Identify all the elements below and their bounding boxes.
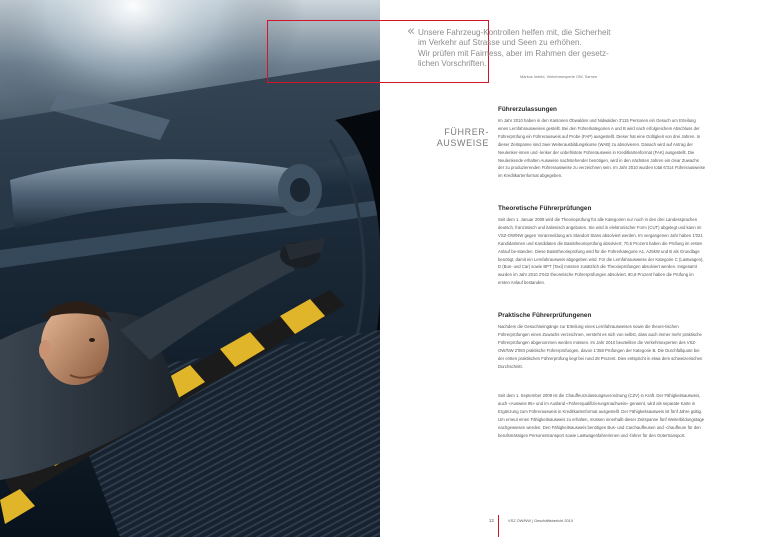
chapter-title-line: AUSWEISE (436, 138, 489, 148)
chapter-title-line: FÜHRER- (444, 127, 489, 137)
section-paragraph: Seit dem 1. Januar 2008 wird die Theorieprüfung für alle Kategorien nur noch in den drei Landessprachen deutsch, französisch und italienisch angeboten. Sie wird in elektronischer Form (CUT) abgelegt und kann im VSZ-OW/NW gegen Voranmeldung am Standort Stans absolviert werden. Im vergangenen Jahr haben 1'021 Kandidatinnen und Kandidaten die Basistheorieprüfung absolviert; 70,5 Prozent haben die Prüfung im ersten Anlauf be-standen. Diese Basistheorieprüfung wird für die Führerkategorie A1, A25kW und B als Grundlage benötigt, damit ein Lernfahrausweis abgegeben wird. Für die Lernfahrausweise der Kategorie C (Lastwagen), D (Bus- und Car) sowie BPT (Taxi) müssen zusätzlich die Theorieprüfungen absolviert werden. Insgesamt wurden im Jahr 2010 2'042 theoretische Führerprüfungen absolviert, 80,8 Prozent haben die Prüfung im ersten Anlauf bestanden. (498, 217, 704, 286)
pull-quote-line: Wir prüfen mit Fairness, aber im Rahmen der gesetz- (418, 48, 609, 58)
section-paragraph: Im Jahr 2010 haben in den Kantonen Obwalden und Nidwalden 3'115 Personen ein Gesuch um Erteilung eines Lernfahrausweises gestellt. Bei den Führerkategorien A und B wird nach erfolgreichem Abschluss der Führerprüfung ein Führerausweis auf Probe (FAP) ausgestellt. Dieser hat eine Gültigkeit von drei Jahren. In dieser Zeitspanne sind zwei Weiterausbildungskurse (WAB) zu absolvieren. Danach wird auf Antrag der Neulenker-innen und -lenker der unbefristete Führerausweis in Kreditkartenformat (FAK) ausgestellt. Die Neulenkende erhalten Ausweise nachstehender benötigen, wird in den nächsten Jahren ein clear Zuwachs der zu produzierenden Führerausweise zu verzeichnen sein. Im Jahr 2010 wurden total 6'314 Führerausweise im Kreditkartenformat abgegeben. (498, 118, 706, 179)
footer-publication: VSZ OW/NW | Geschäftsbericht 2010 (508, 518, 574, 523)
pull-quote (418, 28, 638, 69)
pull-quote-line: Unsere Fahrzeug-Kontrollen helfen mit, die Sicherheit (418, 28, 611, 37)
page-number: 13 (489, 518, 494, 523)
quote-mark: « (407, 24, 415, 39)
section-paragraph: Nachdem die Gesuchseingänge zur Erteilung eines Lernfahrausweises sowie die theore-tischen Führerprüfungen einen Zuwachs verzeichnen, versteht es sich von selbst, dass auch immer mehr praktische Führerprüfungen abgenommen werden müssen. Im Jahr 2010 beurteilten die Verkehrsexperten des VSZ-OW/NW 2'083 praktische Führerprüfungen, davon 1'358 Prüfungen der Kategorie B. Die Durchfallquote bei der ersten praktischen Führerprüfung liegt bei rund 28 Prozent. Dies entspricht in etwa dem schweizerischen Durchschnitt. (498, 324, 703, 369)
chapter-title (430, 127, 489, 149)
pull-quote-line: im Verkehr auf Strasse und Seen zu erhöhen. (418, 38, 582, 48)
section-heading: Theoretische Führerprüfungen (498, 205, 592, 212)
section-heading: Praktische Führerprüfungenen (498, 312, 592, 319)
section-heading: Führerzulassungen (498, 106, 557, 113)
pull-quote-line: lichen Vorschriften. (418, 58, 487, 68)
quote-source: Markus Imfeld, Verkehrsexperte OW, Sarnen (520, 74, 598, 79)
section-paragraph: Seit dem 1. September 2009 ist die Chauffeurzulassungsverordnung (CZV) in Kraft. Der Fähigkeitsausweis, auch «Ausweis 95» und im Ausland «Fahrerqualifizierungsnachweis» genannt, wird als separate Karte in Ergänzung zum Führerausweis in Kreditkartenformat ausgestellt. Der Fähigkeitsausweis ist fünf Jahre gültig. Um erneut einen Fähigkeitsausweis zu erhalten, müssen innerhalb dieser Zeitspanne fünf Weiterbildungstage nachgewiesen werden. Den Fähigkeitsausweis benötigen Bus- und Carchauffeusen und -chauffeure für den berufsmässigen Personentransport sowie Lastwagenfahrerinnen und -fahrer für den Gütertransport. (498, 393, 705, 438)
footer-divider (498, 515, 499, 537)
